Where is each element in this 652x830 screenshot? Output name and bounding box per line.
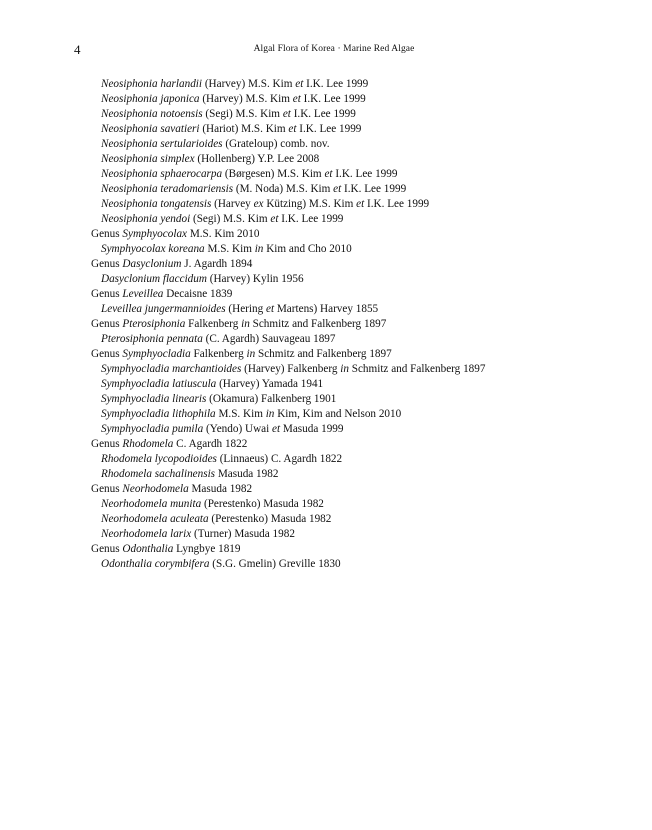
species-entry [91,497,611,512]
text-segment: (S.G. Gmelin) Greville 1830 [209,558,341,570]
species-entry [91,377,611,392]
text-segment: (C. Agardh) Sauvageau 1897 [202,333,336,345]
text-segment: Masuda 1999 [280,423,344,435]
text-segment: I.K. Lee 1999 [278,213,344,225]
text-segment: M.S. Kim [215,408,266,420]
page-header [74,44,594,60]
text-segment: Genus [91,348,123,360]
species-entry [91,467,611,482]
italic-text: Neosiphonia yendoi [101,213,191,225]
italic-text: Neosiphonia sertularioides [101,138,223,150]
italic-text: Odonthalia [122,543,174,555]
text-segment: (Harvey) M.S. Kim [202,78,296,90]
italic-text: Neosiphonia japonica [101,93,200,105]
text-segment: Masuda 1982 [215,468,279,480]
italic-text: Symphyocladia pumila [101,423,204,435]
italic-text: Symphyocolax [122,228,188,240]
text-segment: Kim, Kim and Nelson 2010 [274,408,402,420]
genus-entry [91,482,611,497]
genus-entry [91,437,611,452]
species-entry [91,272,611,287]
text-segment: I.K. Lee 1999 [303,78,369,90]
italic-text: Odonthalia corymbifera [101,558,210,570]
italic-text: Rhodomela lycopodioides [101,453,217,465]
text-segment: Genus [91,438,123,450]
text-segment: (Yendo) Uwai [203,423,273,435]
genus-entry [91,347,611,362]
species-entry [91,182,611,197]
text-segment: I.K. Lee 1999 [332,168,398,180]
text-segment: I.K. Lee 1999 [341,183,407,195]
text-segment: Genus [91,483,123,495]
italic-text: Neosiphonia teradomariensis [101,183,234,195]
italic-text: Leveillea jungermannioides [101,303,226,315]
italic-text: ex [253,198,264,210]
italic-text: in [254,243,264,255]
text-segment: J. Agardh 1894 [181,258,253,270]
species-entry [91,512,611,527]
text-segment: (Hariot) M.S. Kim [199,123,289,135]
italic-text: Neorhodomela aculeata [101,513,209,525]
text-segment: (Børgesen) M.S. Kim [222,168,325,180]
text-segment: (Harvey) M.S. Kim [199,93,293,105]
text-segment: Falkenberg [185,318,242,330]
text-segment: Genus [91,228,123,240]
italic-text: Pterosiphonia pennata [101,333,203,345]
text-segment: Masuda 1982 [188,483,253,495]
italic-text: et [288,123,297,135]
page-number: 4 [74,42,81,57]
text-segment: Genus [91,258,123,270]
italic-text: in [340,363,349,375]
species-entry [91,122,611,137]
species-entry [91,332,611,347]
genus-entry [91,287,611,302]
text-segment: Lyngbye 1819 [173,543,241,555]
italic-text: et [333,183,342,195]
text-segment: I.K. Lee 1999 [290,108,356,120]
text-segment: M.S. Kim [204,243,255,255]
text-segment: (Hollenberg) Y.P. Lee 2008 [194,153,320,165]
italic-text: Neorhodomela munita [101,498,202,510]
species-entry [91,167,611,182]
text-segment: Schmitz and Falkenberg 1897 [255,348,392,360]
text-segment: (Perestenko) Masuda 1982 [201,498,324,510]
italic-text: Symphyocladia linearis [101,393,207,405]
text-segment: (Harvey [211,198,254,210]
italic-text: Pterosiphonia [122,318,186,330]
italic-text: Symphyocladia [122,348,191,360]
italic-text: Neosiphonia simplex [101,153,195,165]
species-entry [91,557,611,572]
italic-text: Symphyocolax koreana [101,243,205,255]
text-segment: Martens) Harvey 1855 [274,303,379,315]
taxon-list [91,77,611,572]
italic-text: Rhodomela [122,438,174,450]
italic-text: et [292,93,301,105]
text-segment: I.K. Lee 1999 [296,123,362,135]
italic-text: Neosiphonia notoensis [101,108,203,120]
text-segment: (Okamura) Falkenberg 1901 [206,393,337,405]
genus-entry [91,317,611,332]
text-segment: Decaisne 1839 [163,288,233,300]
text-segment: (Segi) M.S. Kim [202,108,283,120]
text-segment: (Grateloup) comb. nov. [222,138,330,150]
text-segment: Genus [91,543,123,555]
species-entry [91,152,611,167]
text-segment: Kützing) M.S. Kim [263,198,357,210]
text-segment: M.S. Kim 2010 [187,228,260,240]
species-entry [91,392,611,407]
species-entry [91,302,611,317]
genus-entry [91,227,611,242]
text-segment: C. Agardh 1822 [173,438,248,450]
running-title: Algal Flora of Korea · Marine Red Algae [253,44,415,54]
species-entry [91,197,611,212]
italic-text: in [265,408,275,420]
text-segment: Falkenberg [190,348,247,360]
genus-entry [91,542,611,557]
text-segment: Genus [91,318,123,330]
species-entry [91,212,611,227]
text-segment: Genus [91,288,123,300]
text-segment: Kim and Cho 2010 [263,243,352,255]
species-entry [91,362,611,377]
italic-text: Dasyclonium [122,258,182,270]
species-entry [91,92,611,107]
species-entry [91,527,611,542]
species-entry [91,137,611,152]
text-segment: (Hering [225,303,266,315]
text-segment: (Harvey) Falkenberg [241,363,341,375]
species-entry [91,452,611,467]
italic-text: Symphyocladia latiuscula [101,378,217,390]
italic-text: Neosiphonia sphaerocarpa [101,168,223,180]
italic-text: et [270,213,279,225]
genus-entry [91,257,611,272]
species-entry [91,422,611,437]
italic-text: et [356,198,365,210]
italic-text: et [272,423,281,435]
text-segment: (Harvey) Yamada 1941 [216,378,324,390]
italic-text: et [324,168,333,180]
text-segment: (M. Noda) M.S. Kim [233,183,334,195]
italic-text: Neorhodomela larix [101,528,192,540]
italic-text: et [282,108,291,120]
italic-text: Leveillea [122,288,164,300]
italic-text: Neosiphonia savatieri [101,123,200,135]
species-entry [91,107,611,122]
italic-text: et [295,78,304,90]
italic-text: et [265,303,275,315]
species-entry [91,407,611,422]
text-segment: (Turner) Masuda 1982 [191,528,295,540]
italic-text: Dasyclonium flaccidum [101,273,207,285]
italic-text: Rhodomela sachalinensis [101,468,216,480]
text-segment: (Linnaeus) C. Agardh 1822 [216,453,343,465]
text-segment: I.K. Lee 1999 [364,198,430,210]
species-entry [91,242,611,257]
italic-text: Neosiphonia harlandii [101,78,203,90]
italic-text: Neosiphonia tongatensis [101,198,212,210]
italic-text: Symphyocladia lithophila [101,408,216,420]
text-segment: (Harvey) Kylin 1956 [206,273,304,285]
italic-text: in [241,318,250,330]
text-segment: (Segi) M.S. Kim [190,213,271,225]
italic-text: Neorhodomela [122,483,189,495]
species-entry [91,77,611,92]
text-segment: Schmitz and Falkenberg 1897 [249,318,387,330]
text-segment: (Perestenko) Masuda 1982 [208,513,332,525]
text-segment: I.K. Lee 1999 [300,93,366,105]
italic-text: Symphyocladia marchantioides [101,363,242,375]
italic-text: in [246,348,256,360]
text-segment: Schmitz and Falkenberg 1897 [348,363,486,375]
